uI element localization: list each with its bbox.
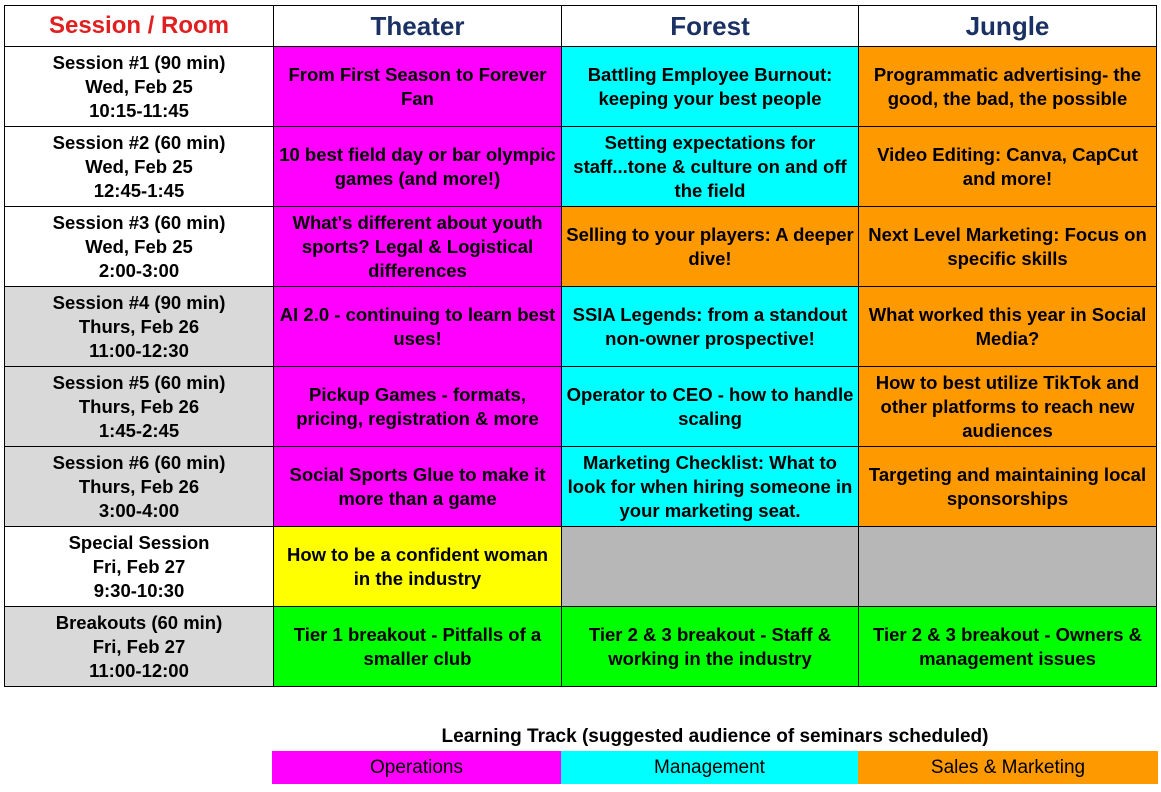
table-row xyxy=(5,47,1157,127)
session-title: Session #4 (90 min) xyxy=(52,291,226,313)
session-time: 1:45-2:45 xyxy=(98,419,180,441)
seminar-cell: How to best utilize TikTok and other platforms to reach new audiences xyxy=(859,367,1157,447)
session-time: 9:30-10:30 xyxy=(93,579,185,601)
seminar-cell: How to be a confident woman in the industry xyxy=(274,527,562,607)
session-time: 2:00-3:00 xyxy=(98,259,180,281)
empty-cell xyxy=(859,527,1157,607)
table-row xyxy=(5,607,1157,687)
table-row xyxy=(5,447,1157,527)
corner-header: Session / Room xyxy=(5,6,274,47)
table-row xyxy=(5,127,1157,207)
session-title: Session #6 (60 min) xyxy=(52,451,226,473)
session-title: Session #5 (60 min) xyxy=(52,371,226,393)
session-time: 11:00-12:00 xyxy=(89,659,189,681)
room-header-forest: Forest xyxy=(562,6,859,47)
session-date: Wed, Feb 25 xyxy=(85,75,193,97)
session-time: 11:00-12:30 xyxy=(89,339,189,361)
table-row xyxy=(5,367,1157,447)
session-date: Thurs, Feb 26 xyxy=(78,475,200,497)
session-title: Special Session xyxy=(68,531,210,553)
seminar-cell: Social Sports Glue to make it more than a game xyxy=(274,447,562,527)
seminar-cell: Programmatic advertising- the good, the bad, the possible xyxy=(859,47,1157,127)
table-row xyxy=(5,287,1157,367)
room-header-jungle: Jungle xyxy=(859,6,1157,47)
legend-title: Learning Track (suggested audience of seminars scheduled) xyxy=(441,726,989,747)
session-date: Thurs, Feb 26 xyxy=(78,395,200,417)
seminar-cell: Battling Employee Burnout: keeping your best people xyxy=(562,47,859,127)
session-cell xyxy=(5,527,274,607)
schedule-table xyxy=(4,5,1157,687)
session-title: Session #2 (60 min) xyxy=(52,131,226,153)
seminar-cell: From First Season to Forever Fan xyxy=(274,47,562,127)
session-time: 10:15-11:45 xyxy=(89,99,189,121)
seminar-cell: Selling to your players: A deeper dive! xyxy=(562,207,859,287)
session-cell xyxy=(5,607,274,687)
room-header-theater: Theater xyxy=(274,6,562,47)
seminar-cell: Marketing Checklist: What to look for when hiring someone in your marketing seat. xyxy=(562,447,859,527)
session-time: 3:00-4:00 xyxy=(98,499,180,521)
seminar-cell: Tier 2 & 3 breakout - Staff & working in the industry xyxy=(562,607,859,687)
table-row xyxy=(5,527,1157,607)
seminar-cell: What's different about youth sports? Legal & Logistical differences xyxy=(274,207,562,287)
seminar-cell: What worked this year in Social Media? xyxy=(859,287,1157,367)
seminar-cell: Tier 2 & 3 breakout - Owners & management issues xyxy=(859,607,1157,687)
session-cell xyxy=(5,367,274,447)
empty-cell xyxy=(562,527,859,607)
seminar-cell: Pickup Games - formats, pricing, registration & more xyxy=(274,367,562,447)
seminar-cell: 10 best field day or bar olympic games (and more!) xyxy=(274,127,562,207)
seminar-cell: Targeting and maintaining local sponsorships xyxy=(859,447,1157,527)
header-row xyxy=(5,6,1157,47)
session-date: Wed, Feb 25 xyxy=(85,155,193,177)
legend xyxy=(272,751,1158,784)
legend-item-operations: Operations xyxy=(272,751,561,784)
session-cell xyxy=(5,447,274,527)
session-date: Thurs, Feb 26 xyxy=(78,315,200,337)
session-date: Fri, Feb 27 xyxy=(92,635,186,657)
seminar-cell: Tier 1 breakout - Pitfalls of a smaller club xyxy=(274,607,562,687)
session-date: Fri, Feb 27 xyxy=(92,555,186,577)
session-cell xyxy=(5,207,274,287)
session-time: 12:45-1:45 xyxy=(93,179,185,201)
session-title: Session #3 (60 min) xyxy=(52,211,226,233)
legend-item-management: Management xyxy=(561,751,858,784)
session-title: Breakouts (60 min) xyxy=(55,611,223,633)
seminar-cell: Operator to CEO - how to handle scaling xyxy=(562,367,859,447)
session-title: Session #1 (90 min) xyxy=(52,51,226,73)
seminar-cell: Video Editing: Canva, CapCut and more! xyxy=(859,127,1157,207)
seminar-cell: Next Level Marketing: Focus on specific skills xyxy=(859,207,1157,287)
seminar-cell: AI 2.0 - continuing to learn best uses! xyxy=(274,287,562,367)
session-cell xyxy=(5,47,274,127)
session-cell xyxy=(5,287,274,367)
table-row xyxy=(5,207,1157,287)
legend-item-sales-marketing: Sales & Marketing xyxy=(858,751,1158,784)
seminar-cell: SSIA Legends: from a standout non-owner prospective! xyxy=(562,287,859,367)
seminar-cell: Setting expectations for staff...tone & culture on and off the field xyxy=(562,127,859,207)
session-cell xyxy=(5,127,274,207)
session-date: Wed, Feb 25 xyxy=(85,235,193,257)
